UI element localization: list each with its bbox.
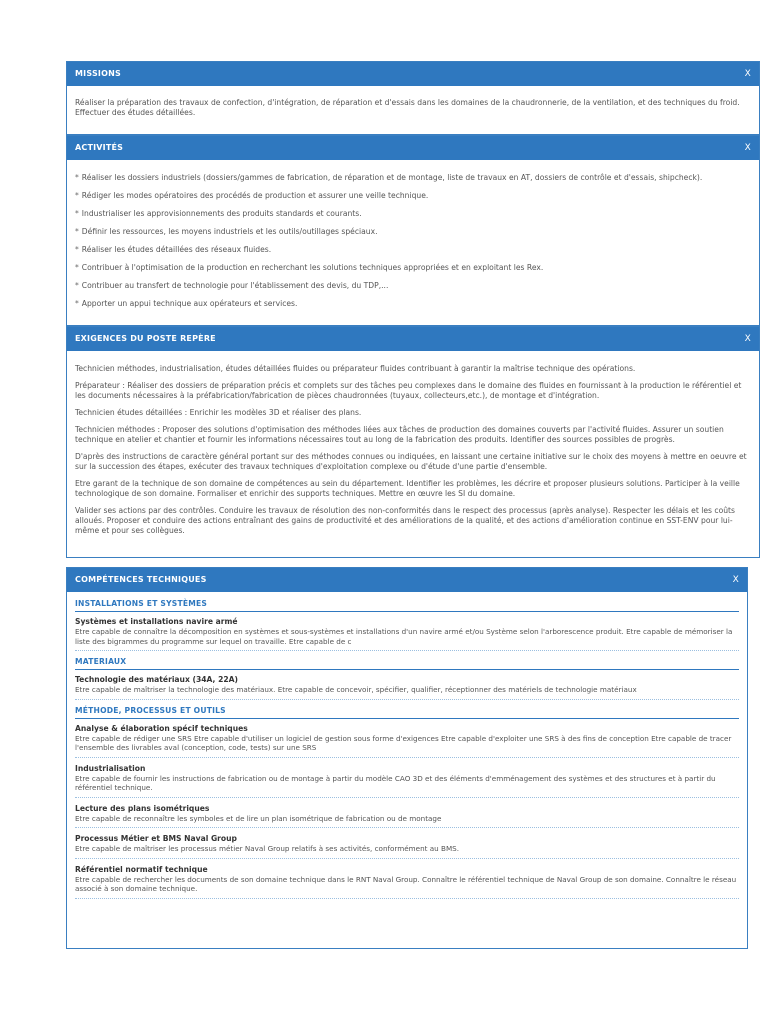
- activity-item: [75, 281, 751, 291]
- missions-close-icon[interactable]: X: [744, 69, 751, 79]
- bullet-icon: *: [75, 263, 79, 272]
- exigence-paragraph: Technicien méthodes, industrialisation, études détaillées fluides ou préparateur fluides contribuant à garantir la maîtrise technique des opérations.: [75, 364, 636, 373]
- competences-header[interactable]: [67, 568, 747, 592]
- competence-title: Lecture des plans isométriques: [75, 803, 210, 813]
- competence-item: [75, 764, 739, 798]
- competence-title: Systèmes et installations navire armé: [75, 617, 238, 626]
- activites-title: ACTIVITÉS: [75, 143, 124, 152]
- competence-item: [75, 617, 739, 651]
- activity-text: Apporter un appui technique aux opérateurs et services.: [81, 299, 298, 308]
- missions-header[interactable]: [67, 62, 759, 86]
- activity-text: Rédiger les modes opératoires des procédés de production et assurer une veille technique.: [81, 191, 429, 200]
- missions-panel: [66, 61, 760, 135]
- competence-item: [75, 834, 739, 859]
- missions-text: Réaliser la préparation des travaux de confection, d'intégration, de réparation et d'essais dans les domaines de la chaudronnerie, de la ventilation, et des techniques du froid. Effectuer des études détaillées.: [75, 98, 740, 117]
- competence-description: Etre capable de maîtriser la technologie des matériaux. Etre capable de concevoir, spécifier, qualifier, réceptionner des matériels de technologie matériaux: [75, 685, 637, 694]
- competences-close-icon[interactable]: X: [732, 575, 739, 585]
- competences-list: [67, 592, 747, 911]
- bullet-icon: *: [75, 245, 79, 254]
- competence-description: Etre capable de fournir les instructions de fabrication ou de montage à partir du modèle CAO 3D et des éléments d'emménagement des systèmes et des structures et à partir du référentiel technique.: [75, 773, 716, 792]
- bullet-icon: *: [75, 173, 79, 182]
- competence-description: Etre capable de rechercher les documents de son domaine technique dans le RNT Naval Group. Connaître le référentiel technique de Naval Group de son domaine. Connaître le réseau associé à son domaine technique.: [75, 874, 737, 893]
- competence-title: Industrialisation: [75, 763, 146, 773]
- competence-section-title: MÉTHODE, PROCESSUS ET OUTILS: [75, 706, 739, 719]
- competence-item: [75, 804, 739, 829]
- exigences-header[interactable]: [67, 327, 759, 351]
- exigences-title: EXIGENCES DU POSTE REPÈRE: [75, 334, 216, 343]
- competence-title: Analyse & élaboration spécif techniques: [75, 723, 248, 733]
- competence-title: Référentiel normatif technique: [75, 864, 208, 874]
- competence-section: [75, 706, 739, 899]
- competence-description: Etre capable de connaître la décomposition en systèmes et sous-systèmes et installations d'un navire armé et/ou Système selon l'arborescence produit. Etre capable de mémoriser la liste des bigrammes du programme sur lequel on travaille. Etre capable de c: [75, 627, 733, 646]
- competence-section: [75, 657, 739, 700]
- competence-section-title: INSTALLATIONS ET SYSTÈMES: [75, 599, 739, 612]
- activity-text: Contribuer au transfert de technologie pour l'établissement des devis, du TDP,...: [81, 281, 389, 290]
- bullet-icon: *: [75, 227, 79, 236]
- activity-text: Industrialiser les approvisionnements des produits standards et courants.: [81, 209, 362, 218]
- exigences-list: [67, 351, 759, 549]
- activity-text: Réaliser les dossiers industriels (dossiers/gammes de fabrication, de réparation et de montage, liste de travaux en AT, dossiers de contrôle et d'essais, shipcheck).: [81, 173, 703, 182]
- competence-section: [75, 599, 739, 651]
- exigence-paragraph: D'après des instructions de caractère général portant sur des méthodes connues ou indiquées, en laissant une certaine initiative sur le choix des moyens à mettre en oeuvre et sur la succession des étapes, exécuter des travaux techniques d'exploitation complexe ou d'étude d'une partie d'ensemble.: [75, 452, 747, 471]
- activity-item: [75, 263, 751, 273]
- competence-title: Processus Métier et BMS Naval Group: [75, 834, 237, 843]
- competence-section-title: MATERIAUX: [75, 657, 739, 670]
- activites-close-icon[interactable]: X: [744, 143, 751, 153]
- bullet-icon: *: [75, 299, 79, 308]
- competence-item: [75, 865, 739, 899]
- bullet-icon: *: [75, 209, 79, 218]
- exigence-paragraph: Etre garant de la technique de son domaine de compétences au sein du département. Identifier les problèmes, les décrire et proposer plusieurs solutions. Participer à la veille technologique de son domaine. Formaliser et enrichir des supports techniques. Mettre en œuvre les SI du domaine.: [75, 479, 740, 498]
- exigence-paragraph: Technicien études détaillées : Enrichir les modèles 3D et réaliser des plans.: [75, 408, 362, 417]
- exigence-paragraph: Valider ses actions par des contrôles. Conduire les travaux de résolution des non-conformités dans le respect des processus (après analyse). Respecter les délais et les coûts alloués. Proposer et conduire des actions entraînant des gains de productivité et des améliorations de la qualité, et des actions d'amélioration continue en SST-ENV pour lui-même et pour ses collègues.: [75, 506, 735, 535]
- activity-item: [75, 245, 751, 255]
- missions-title: MISSIONS: [75, 69, 121, 78]
- bullet-icon: *: [75, 191, 79, 200]
- competence-title: Technologie des matériaux (34A, 22A): [75, 675, 238, 684]
- exigence-paragraph: Préparateur : Réaliser des dossiers de préparation précis et complets sur des tâches peu complexes dans le domaine des fluides en fournissant à la production le référentiel et les documents nécessaires à la préfabrication/fabrication de pièces chaudronnées (tuyaux, collecteurs,etc.), de montage et d'intégration.: [75, 381, 742, 400]
- activity-text: Contribuer à l'optimisation de la production en recherchant les solutions techniques appropriées et en exploitant les Rex.: [81, 263, 544, 272]
- activity-item: [75, 191, 751, 201]
- activites-header[interactable]: [67, 136, 759, 160]
- exigences-panel: [66, 326, 760, 558]
- competences-panel: [66, 567, 748, 949]
- activity-item: [75, 299, 751, 309]
- bullet-icon: *: [75, 281, 79, 290]
- exigence-paragraph: Technicien méthodes : Proposer des solutions d'optimisation des méthodes liées aux tâches de production des domaines couverts par l'activité fluides. Assurer un soutien technique en atelier et chantier et fournir les informations nécessaires tout au long de la fabrication des produits. Identifier des sources possibles de progrès.: [75, 425, 724, 444]
- competence-description: Etre capable de reconnaître les symboles et de lire un plan isométrique de fabrication ou de montage: [75, 813, 442, 823]
- activity-item: [75, 173, 751, 183]
- competence-item: [75, 675, 739, 700]
- competence-item: [75, 724, 739, 758]
- exigences-close-icon[interactable]: X: [744, 334, 751, 344]
- activity-item: [75, 227, 751, 237]
- activites-list: [67, 160, 759, 323]
- competences-title: COMPÉTENCES TECHNIQUES: [75, 575, 207, 584]
- activity-text: Réaliser les études détaillées des réseaux fluides.: [81, 245, 272, 254]
- competence-description: Etre capable de maîtriser les processus métier Naval Group relatifs à ses activités, conformément au BMS.: [75, 844, 459, 853]
- activity-text: Définir les ressources, les moyens industriels et les outils/outillages spéciaux.: [81, 227, 378, 236]
- activites-panel: [66, 135, 760, 326]
- competence-description: Etre capable de rédiger une SRS Etre capable d'utiliser un logiciel de gestion sous forme d'exigences Etre capable d'exploiter une SRS à des fins de conception Etre capable de tracer l'ensemble des livrables aval (conception, code, tests) sur une SRS: [75, 733, 732, 752]
- activity-item: [75, 209, 751, 219]
